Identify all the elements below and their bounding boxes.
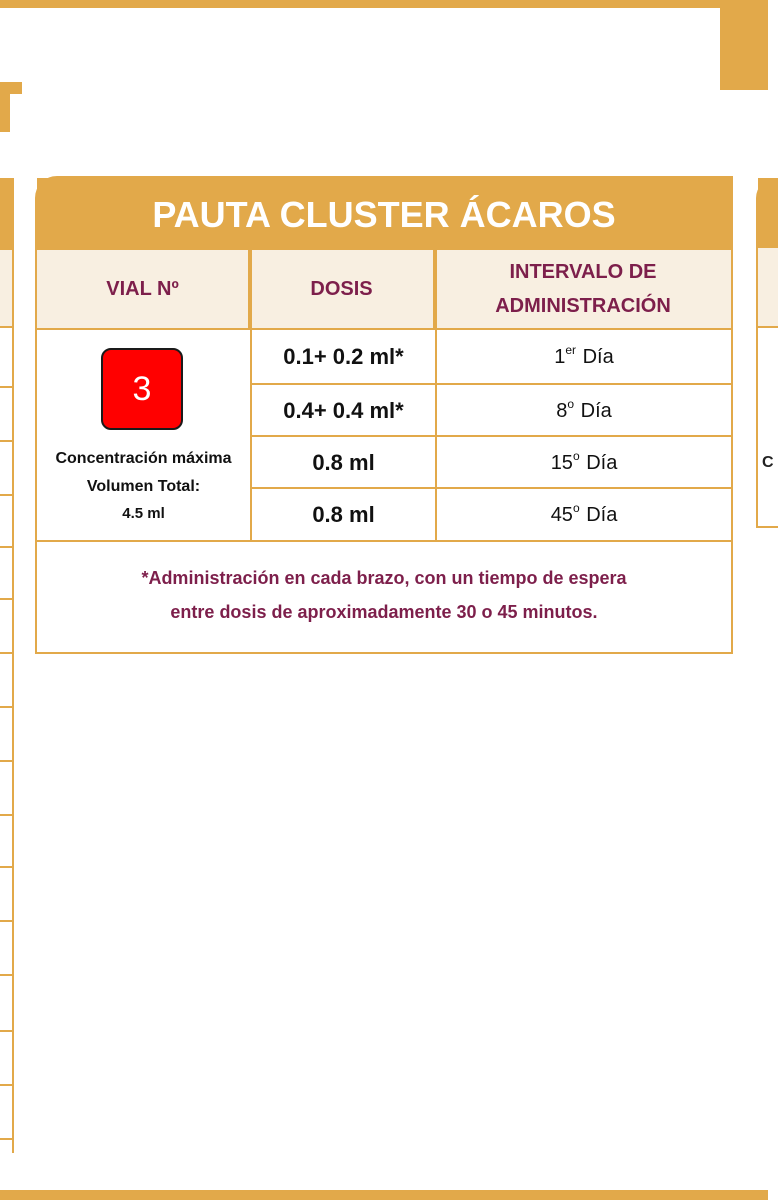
interval-cell: 1 er Día — [554, 343, 614, 368]
left-heading-fragment — [0, 82, 22, 132]
corner-tab-gap — [716, 8, 720, 90]
right-adjacent-card — [756, 178, 778, 528]
vial-concentration-label: Concentración máxima — [55, 450, 232, 467]
right-card-text-fragment: C — [762, 454, 774, 471]
footnote-line-2: entre dosis de aproximadamente 30 o 45 minutos. — [170, 602, 598, 622]
left-adjacent-table — [0, 178, 14, 1153]
dose-cell: 0.4+ 0.4 ml* — [283, 398, 404, 423]
dose-cell: 0.8 ml — [312, 450, 375, 475]
interval-cell: 8 o Día — [556, 397, 612, 422]
card-title: PAUTA CLUSTER ÁCAROS — [37, 178, 731, 250]
frame-top-border — [0, 0, 768, 8]
vial-number-badge: 3 — [101, 348, 183, 430]
corner-tab — [720, 0, 768, 90]
frame-bottom-border — [0, 1190, 768, 1200]
interval-cell: 45 o Día — [550, 501, 618, 526]
interval-cell: 15 o Día — [550, 449, 618, 474]
dose-cell: 0.8 ml — [312, 502, 375, 527]
header-vial: VIAL Nº — [37, 250, 250, 328]
header-dose: DOSIS — [250, 250, 435, 328]
vial-volume-value: 4.5 ml — [122, 505, 165, 522]
vial-cell — [37, 330, 250, 540]
footnote-line-1: *Administración en cada brazo, con un tiempo de espera — [141, 568, 627, 588]
header-interval: INTERVALO DE ADMINISTRACIÓN — [435, 250, 731, 328]
cluster-schedule-card — [35, 176, 733, 654]
dose-cell: 0.1+ 0.2 ml* — [283, 344, 404, 369]
vial-volume-label: Volumen Total: — [86, 478, 201, 495]
